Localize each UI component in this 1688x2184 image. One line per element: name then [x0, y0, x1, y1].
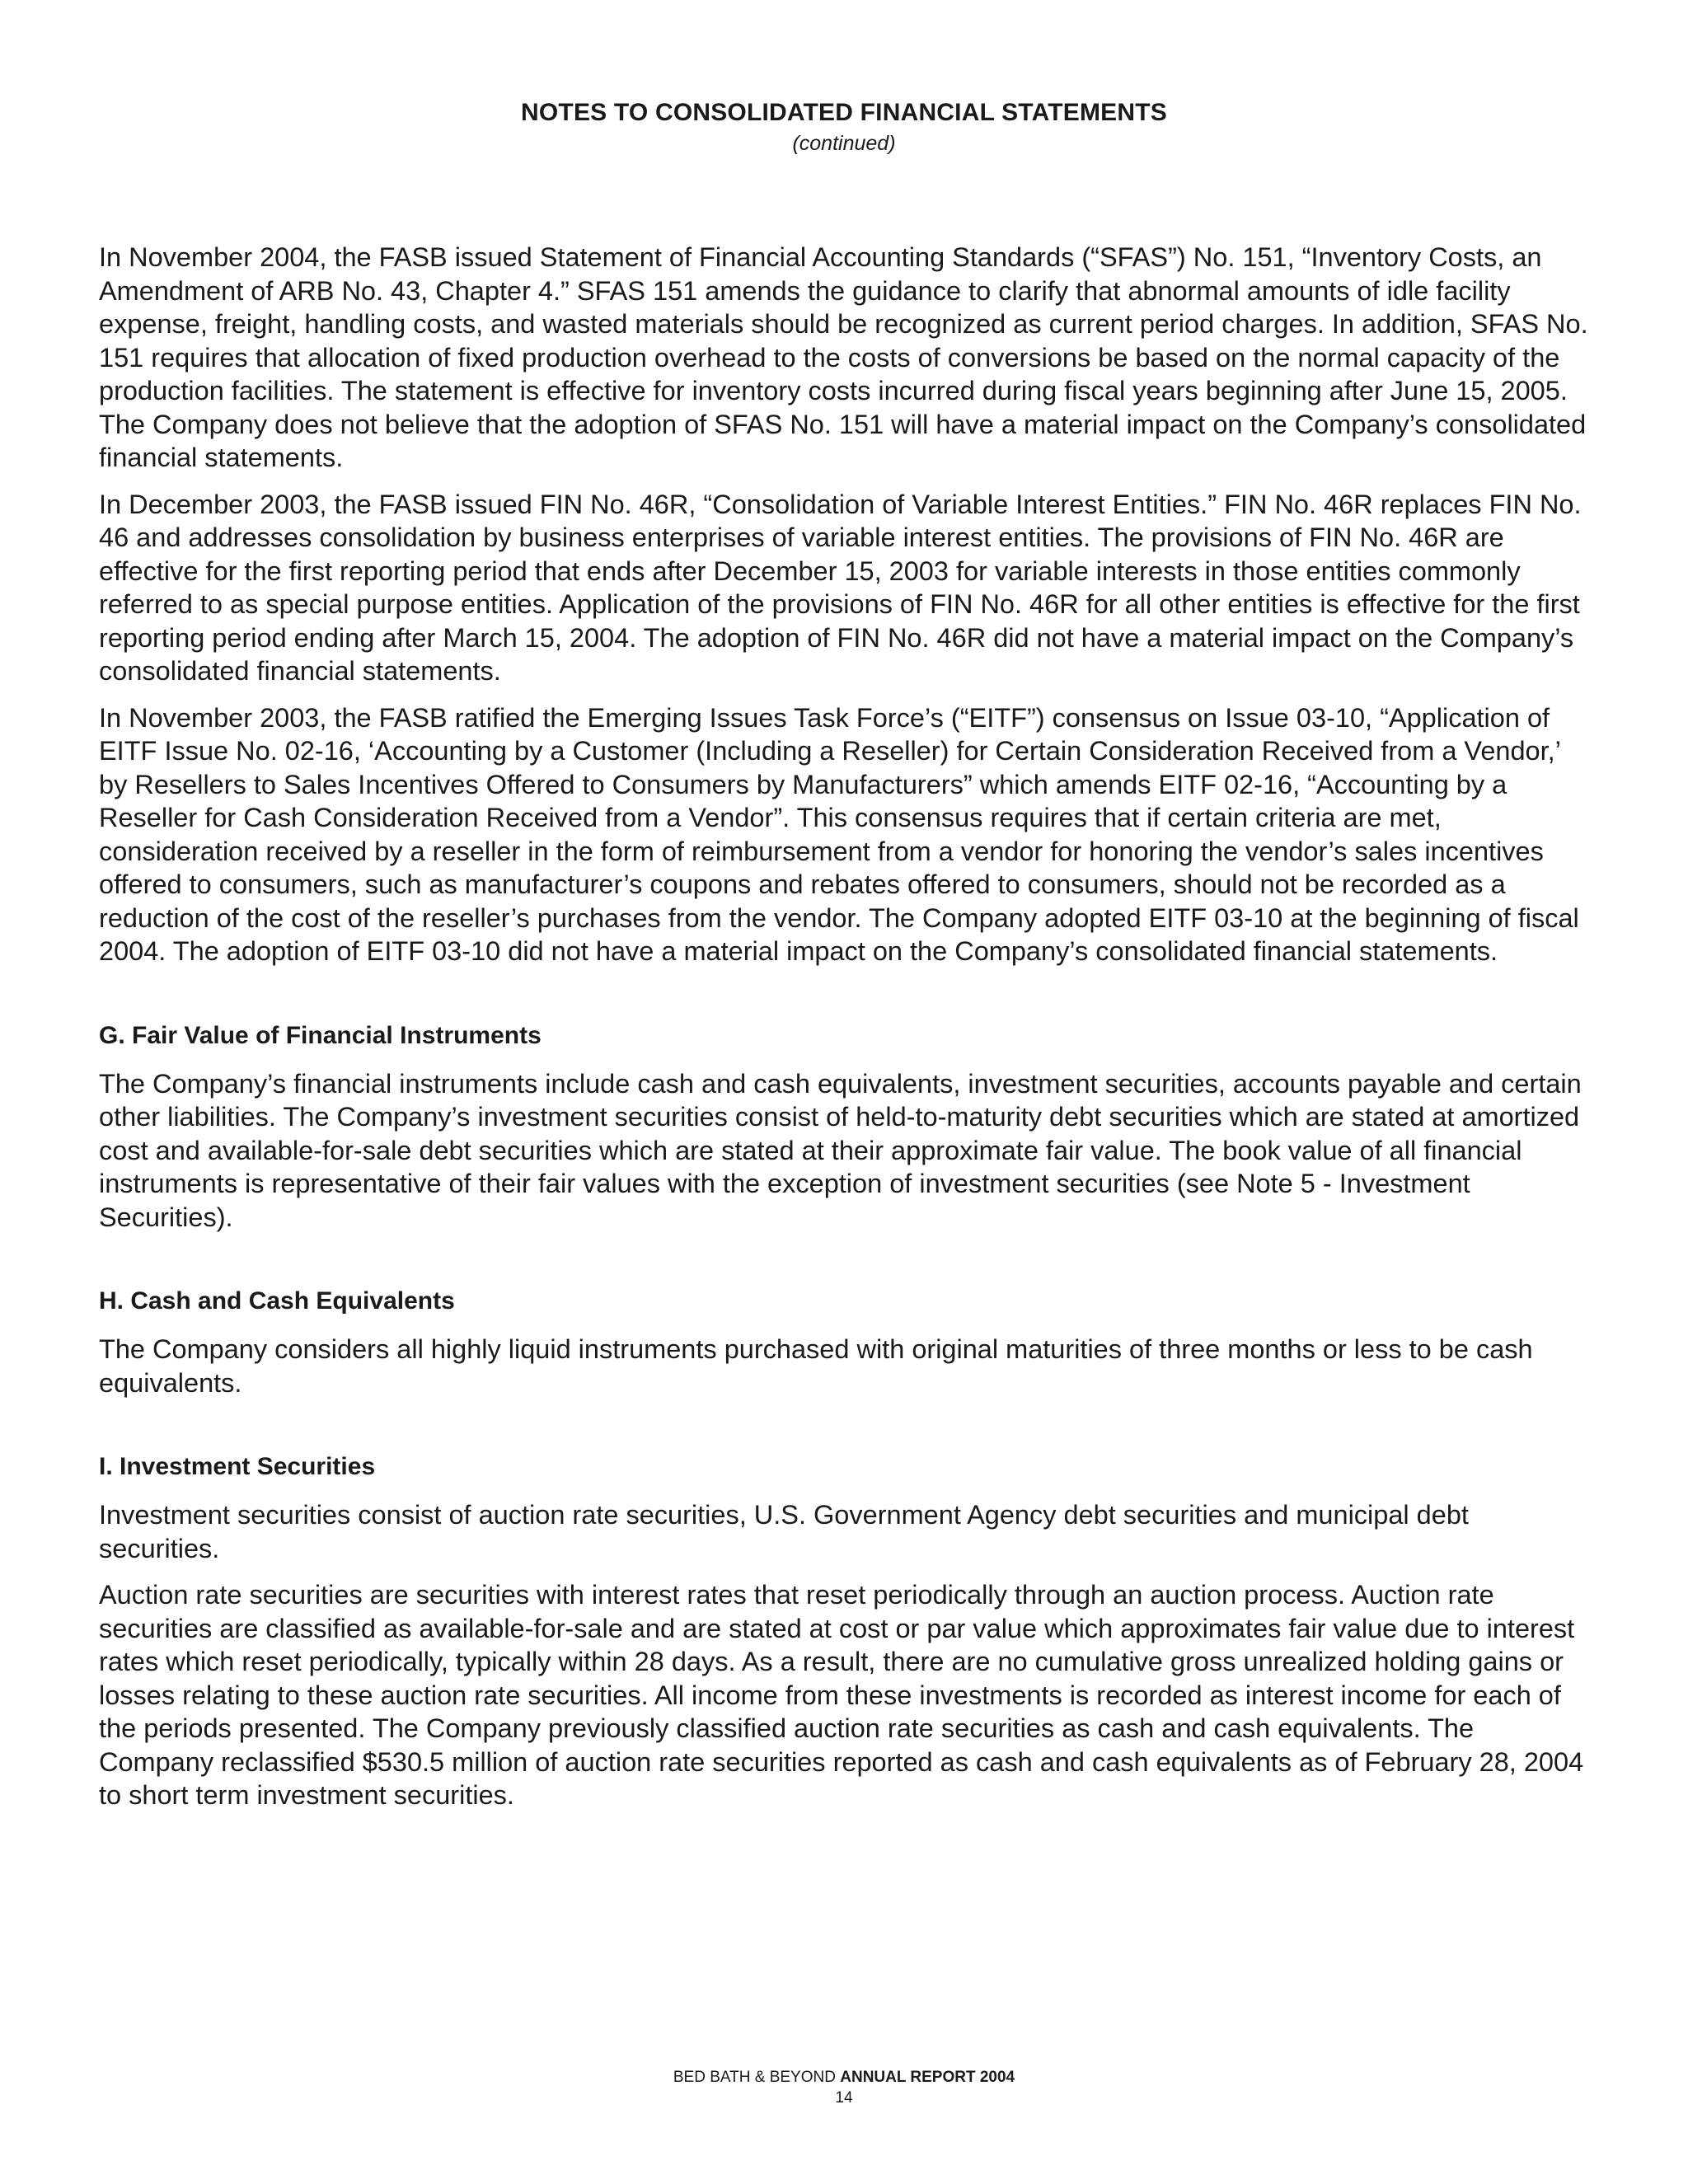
paragraph-auction-rate-securities: Auction rate securities are securities with interest rates that reset periodically through an auction process. Auction rate securities are classified as available-for-sale and are stated at cost or par value which approximates fair value due to interest rates which reset periodically, typically within 28 days. As a result, there are no cumulative gross unrealized holding gains or losses relating to these auction rate securities. All income from these investments is recorded as interest income for each of the periods presented. The Company previously classified auction rate securities as cash and cash equivalents. The Company reclassified $530.5 million of auction rate securities reported as cash and cash equivalents as of February 28, 2004 to short term investment securities. — [99, 1580, 1584, 1810]
footer-report-title: ANNUAL REPORT 2004 — [840, 2069, 1015, 2086]
page-footer — [0, 2067, 1688, 2108]
section-heading-investment-securities: I. Investment Securities — [99, 1453, 376, 1480]
paragraph-fair-value: The Company’s financial instruments include cash and cash equivalents, investment securities, accounts payable and certain other liabilities. The Company’s investment securities consist of held-to-maturity debt securities which are stated at amortized cost and available-for-sale debt securities which are stated at their approximate fair value. The book value of all financial instruments is representative of their fair values with the exception of investment securities (see Note 5 - Investment Securities). — [99, 1068, 1582, 1232]
document-body — [99, 241, 1592, 1825]
page-header — [0, 97, 1688, 158]
section-heading-cash-equivalents: H. Cash and Cash Equivalents — [99, 1287, 455, 1315]
section-cash-equivalents — [99, 1285, 1592, 1399]
page-title: NOTES TO CONSOLIDATED FINANCIAL STATEMENTS — [521, 99, 1167, 126]
section-heading-fair-value: G. Fair Value of Financial Instruments — [99, 1021, 542, 1049]
page-subtitle: (continued) — [792, 132, 896, 155]
paragraph-sfas-151: In November 2004, the FASB issued Statement of Financial Accounting Standards (“SFAS”) No. 151, “Inventory Costs, an Amendment of ARB No. 43, Chapter 4.” SFAS 151 amends the guidance to clarify that abnormal amounts of idle facility expense, freight, handling costs, and wasted materials should be recognized as current period charges. In addition, SFAS No. 151 requires that allocation of fixed production overhead to the costs of conversions be based on the normal capacity of the production facilities. The statement is effective for inventory costs incurred during fiscal years beginning after June 15, 2005. The Company does not believe that the adoption of SFAS No. 151 will have a material impact on the Company’s consolidated financial statements. — [99, 242, 1588, 472]
footer-company-name: BED BATH & BEYOND — [673, 2069, 836, 2086]
paragraph-cash-equivalents: The Company considers all highly liquid instruments purchased with original maturities of three months or less to be cash equivalents. — [99, 1334, 1533, 1398]
paragraph-investment-securities-types: Investment securities consist of auction rate securities, U.S. Government Agency debt securities and municipal debt securities. — [99, 1500, 1469, 1563]
paragraph-fin-46r: In December 2003, the FASB issued FIN No. 46R, “Consolidation of Variable Interest Entities.” FIN No. 46R replaces FIN No. 46 and addresses consolidation by business enterprises of variable interest entities. The provisions of FIN No. 46R are effective for the first reporting period that ends after December 15, 2003 for variable interests in those entities commonly referred to as special purpose entities. Application of the provisions of FIN No. 46R for all other entities is effective for the first reporting period ending after March 15, 2004. The adoption of FIN No. 46R did not have a material impact on the Company’s consolidated financial statements. — [99, 489, 1582, 686]
section-investment-securities — [99, 1451, 1592, 1812]
paragraph-eitf-03-10: In November 2003, the FASB ratified the Emerging Issues Task Force’s (“EITF”) consensus on Issue 03-10, “Application of EITF Issue No. 02-16, ‘Accounting by a Customer (Including a Reseller) for Certain Consideration Received from a Vendor,’ by Resellers to Sales Incentives Offered to Consumers by Manufacturers” which amends EITF 02-16, “Accounting by a Reseller for Cash Consideration Received from a Vendor”. This consensus requires that if certain criteria are met, consideration received by a reseller in the form of reimbursement from a vendor for honoring the vendor’s sales incentives offered to consumers, such as manufacturer’s coupons and rebates offered to consumers, should not be recorded as a reduction of the cost of the reseller’s purchases from the vendor. The Company adopted EITF 03-10 at the beginning of fiscal 2004. The adoption of EITF 03-10 did not have a material impact on the Company’s consolidated financial statements. — [99, 702, 1579, 966]
footer-report-line — [0, 2067, 1688, 2088]
section-fair-value — [99, 1019, 1592, 1235]
page-number: 14 — [835, 2089, 853, 2107]
